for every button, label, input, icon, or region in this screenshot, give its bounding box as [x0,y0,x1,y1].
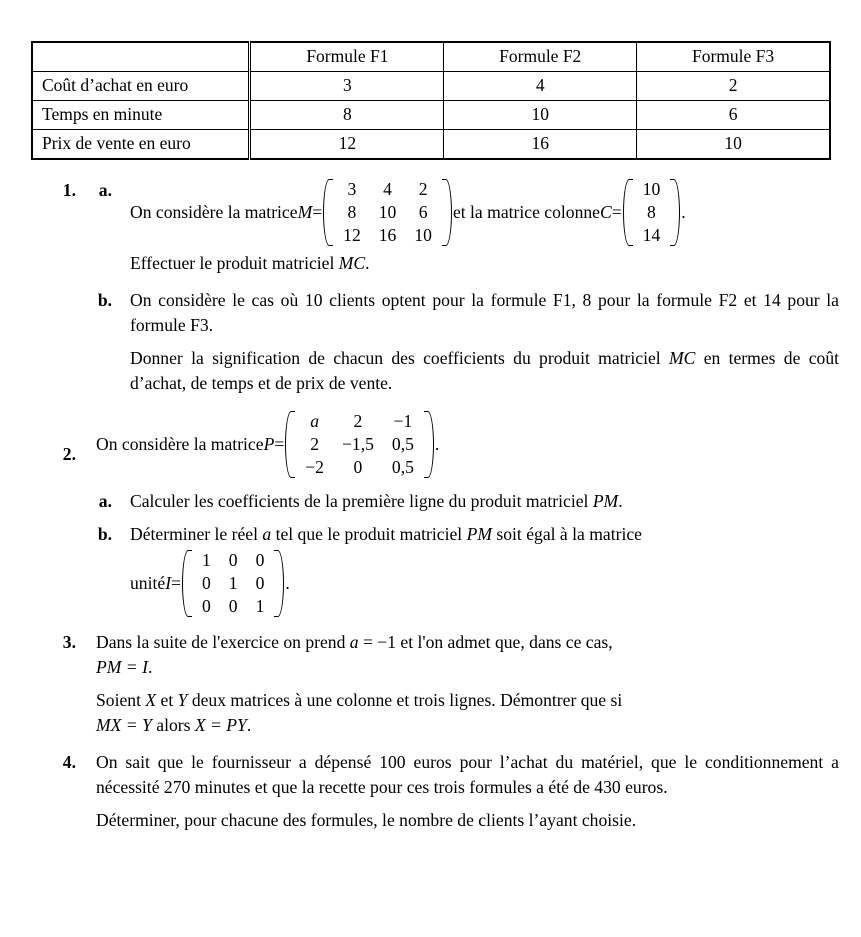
exercise-body [0,178,861,833]
question-4-line-2: Déterminer, pour chacune des formules, le nombre de clients l’ayant choisie. [96,810,637,830]
table-row-label-prix-vente: Prix de vente en euro [32,130,250,160]
q3-eq-mx-y: MX = Y [96,715,152,735]
table-cell-temps-f1: 8 [250,101,444,130]
table-row [32,101,830,130]
table-cell-temps-f3: 6 [637,101,830,130]
q3-line1-pre: Dans la suite de l'exercice on prend [96,632,350,652]
pricing-table [31,41,831,160]
question-2b-marker: b. [97,524,112,544]
table-column-header-f2: Formule F2 [444,42,637,72]
question-3 [0,630,861,738]
matrix-i-cell-0-2: 0 [255,550,265,570]
table-cell-cout-f1: 3 [250,72,444,101]
q3-line2-post: . [147,657,153,677]
q2b-var-pm: PM [466,524,492,544]
q1a-var-m: M [297,202,313,222]
matrix-i-cell-2-0: 0 [201,596,211,616]
table-row [32,130,830,160]
q3-var-y: Y [177,690,188,710]
q1a-followup-var: MC [338,253,366,273]
matrix-m-cell-1-2: 6 [418,202,428,222]
matrix-p-cell-1-0: 2 [310,434,320,454]
question-3-marker: 3. [62,632,76,652]
matrix-m-cell-1-1: 10 [378,202,397,222]
question-2b [0,522,861,618]
matrix-i-cell-2-1: 0 [228,596,238,616]
table-row-label-temps: Temps en minute [32,101,250,130]
matrix-c [623,178,681,247]
matrix-i-cell-1-2: 0 [255,573,265,593]
matrix-i-cell-0-0: 1 [201,550,211,570]
question-3-line-2 [96,655,839,680]
matrix-m-cell-0-0: 3 [347,179,357,199]
q3-line4-mid: alors [151,715,195,735]
matrix-p-cell-2-1: 0 [353,457,363,477]
matrix-identity [182,549,284,618]
matrix-p-cell-2-2: 0,5 [391,457,414,477]
matrix-m-cell-2-2: 10 [414,225,432,245]
question-2-marker: 2. [62,444,76,464]
question-1a-marker: a. [98,180,112,200]
q2b-post: soit égal à la matrice [492,524,642,544]
q3-line3-pre: Soient [96,690,146,710]
question-4 [0,750,861,833]
matrix-p [285,410,434,479]
q2-lead-text: On considère la matrice [96,434,264,454]
q3-line1-var-a: a [349,632,359,652]
matrix-c-cell-1-0: 8 [647,202,656,222]
question-1a-statement [130,178,859,247]
q1a-period: . [681,202,686,222]
q2-period: . [434,434,440,454]
question-1-marker: 1. [62,180,76,200]
matrix-p-cell-0-2: −1 [393,411,413,431]
q3-var-x: X [145,690,157,710]
pricing-table-wrapper [31,41,831,160]
question-2a-marker: a. [98,491,112,511]
question-2a [0,489,861,514]
q2b-period: . [285,573,290,593]
question-1b-marker: b. [97,290,112,310]
matrix-m-cell-2-1: 16 [378,225,397,245]
matrix-p-cell-0-1: 2 [353,411,363,431]
q2b-equals: = [171,573,181,593]
q2b-unit-lead: unité [130,573,166,593]
question-2 [0,410,861,479]
question-1b-line-1: On considère le cas où 10 clients optent pour la formule F1, 8 pour la formule F2 et 14 pour la formule F3. [130,290,839,335]
q2b-pre: Déterminer le réel [130,524,263,544]
table-column-header-f3: Formule F3 [637,42,830,72]
question-2-statement [96,410,839,479]
q1a-followup-pre: Effectuer le produit matriciel [130,253,339,273]
question-4-marker: 4. [62,752,76,772]
table-cell-prix-f3: 10 [637,130,830,160]
matrix-p-cell-2-0: −2 [305,457,324,477]
table-row [32,72,830,101]
table-cell-cout-f3: 2 [637,72,830,101]
q1a-followup-post: . [365,253,370,273]
table-cell-cout-f2: 4 [444,72,637,101]
question-2b-statement [130,522,839,547]
q1b-line2-post: en termes de coût d’achat, de temps et de prix de vente. [130,348,839,393]
table-cell-temps-f2: 10 [444,101,637,130]
matrix-i-cell-0-1: 0 [228,550,238,570]
question-1b-line-2 [130,346,839,396]
question-3-line-3 [96,688,839,713]
matrix-c-cell-2-0: 14 [642,225,661,245]
q3-line4-post: . [246,715,252,735]
question-1a-followup [130,251,839,276]
q1b-line2-var: MC [669,348,696,368]
q2-var-p: P [263,434,275,454]
q1a-mid-text: et la matrice colonne [452,202,600,222]
table-row-label-cout-achat: Coût d’achat en euro [32,72,250,101]
q2b-var-i: I [165,573,172,593]
q1b-line2-pre: Donner la signification de chacun des coefficients du produit matriciel [130,348,669,368]
matrix-i-cell-2-2: 1 [255,596,265,616]
q2a-pre: Calculer les coefficients de la première ligne du produit matriciel [130,491,593,511]
q1a-var-c: C [599,202,612,222]
table-corner-cell [32,42,250,72]
matrix-p-cell-1-2: 0,5 [391,434,414,454]
matrix-m-cell-0-1: 4 [383,179,392,199]
q2b-mid: tel que le produit matriciel [271,524,467,544]
matrix-p-cell-0-0: a [310,411,320,431]
q3-eq-x-py: X = PY [194,715,247,735]
q2a-post: . [618,491,623,511]
q2b-var-a: a [262,524,272,544]
question-1b [0,288,861,396]
question-3-line-4 [96,713,839,738]
matrix-m-cell-0-2: 2 [418,179,428,199]
matrix-c-cell-0-0: 10 [642,179,661,199]
q2-equals: = [274,434,285,454]
table-cell-prix-f1: 12 [250,130,444,160]
matrix-m-cell-1-0: 8 [347,202,357,222]
q3-eq-pm-i: PM = I [96,657,148,677]
question-4-line-1: On sait que le fournisseur a dépensé 100 euros pour l’achat du matériel, que le conditionnement a nécessité 270 minutes et que la recette pour ces trois formules a été de 430 euros. [96,752,839,797]
question-2a-statement [130,489,839,514]
matrix-m [323,178,452,247]
matrix-i-cell-1-1: 1 [228,573,238,593]
q1a-equals-1: = [312,202,323,222]
q3-line3-mid1: et [156,690,178,710]
q3-line3-mid2: deux matrices à une colonne et trois lignes. Démontrer que si [187,690,623,710]
q1a-equals-2: = [611,202,622,222]
question-3-line-1 [96,630,839,655]
matrix-p-cell-1-1: −1,5 [341,434,374,454]
table-header-row [32,42,830,72]
q2a-var-pm: PM [592,491,619,511]
q1a-lead-text: On considère la matrice [130,202,298,222]
question-1 [0,178,861,276]
identity-matrix-line [130,549,839,618]
q3-line1-mid: = −1 et l'on admet que, dans ce cas, [358,632,613,652]
table-cell-prix-f2: 16 [444,130,637,160]
matrix-i-cell-1-0: 0 [201,573,211,593]
matrix-m-cell-2-0: 12 [343,225,361,245]
table-column-header-f1: Formule F1 [250,42,444,72]
